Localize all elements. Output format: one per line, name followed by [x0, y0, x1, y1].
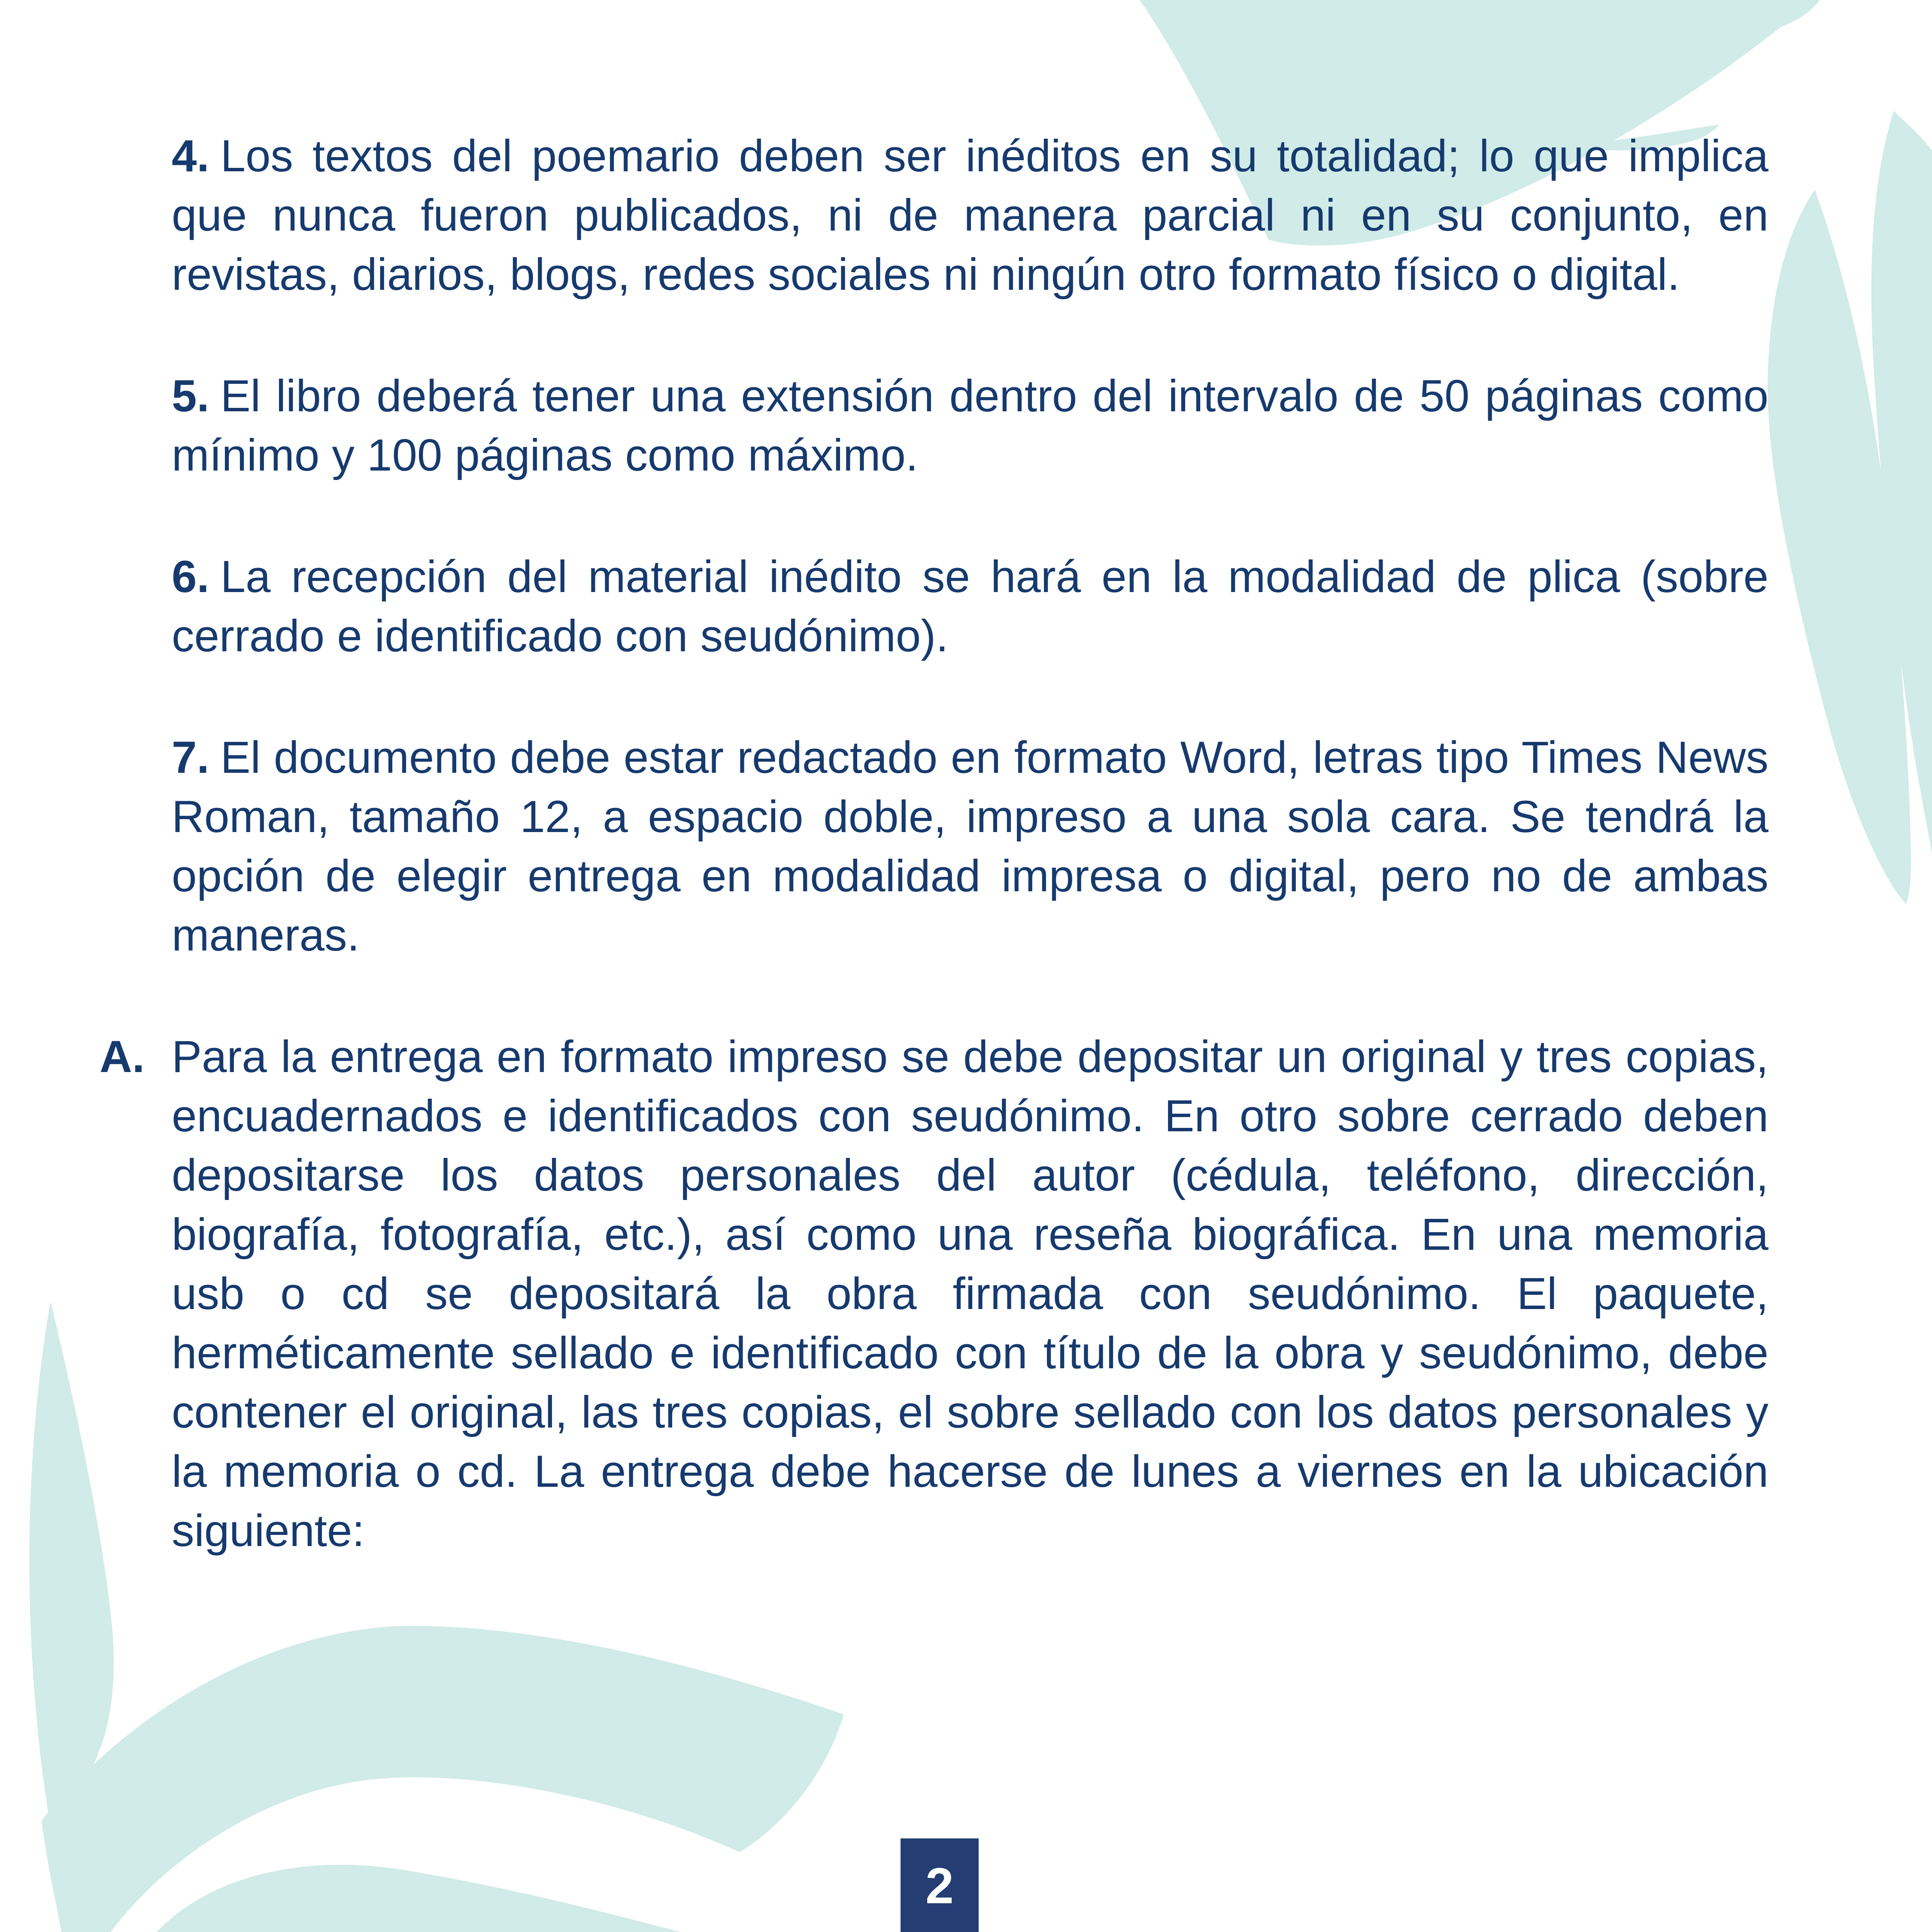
rule-number-5: 5.: [172, 371, 209, 421]
rule-text-6: La recepción del material inédito se hará en la modalidad de plica (sobre cerrado e identificado con seudónimo).: [172, 552, 1768, 661]
rule-text-4: Los textos del poemario deben ser inéditos en su totalidad; lo que implica que nunca fueron publicados, ni de manera parcial ni en su conjunto, en revistas, diarios, blogs, redes sociales ni ningún otro formato físico o digital.: [172, 131, 1768, 300]
page-number: 2: [925, 1858, 954, 1914]
rule-text-5: El libro deberá tener una extensión dentro del intervalo de 50 páginas como mínimo y 100 páginas como máximo.: [172, 371, 1768, 480]
rule-item-5: [172, 367, 1768, 485]
page-number-badge: [901, 1838, 979, 1932]
rule-item-7: [172, 728, 1768, 965]
rule-text-7: El documento debe estar redactado en formato Word, letras tipo Times News Roman, tamaño 12, a espacio doble, impreso a una sola cara. Se tendrá la opción de elegir entrega en modalidad impresa o digital, pero no de ambas maneras.: [172, 732, 1768, 960]
rule-item-4: [172, 127, 1768, 304]
rule-subitem-a-text: Para la entrega en formato impreso se debe depositar un original y tres copias, encuadernados e identificados con seudónimo. En otro sobre cerrado deben depositarse los datos personales del autor (cédula, teléfono, dirección, biografía, fotografía, etc.), así como una reseña biográfica. En una memoria usb o cd se depositará la obra firmada con seudónimo. El paquete, herméticamente sellado e identificado con título de la obra y seudónimo, debe contener el original, las tres copias, el sobre sellado con los datos personales y la memoria o cd. La entrega debe hacerse de lunes a viernes en la ubicación siguiente:: [172, 1032, 1768, 1556]
leaf-wave-lower-bottom-left: [157, 1865, 680, 1932]
rule-number-6: 6.: [172, 552, 209, 602]
rule-subitem-a-label: A.: [100, 1032, 145, 1082]
rule-subitem-a: [100, 1027, 1768, 1561]
rule-number-7: 7.: [172, 732, 209, 783]
rule-number-4: 4.: [172, 131, 209, 181]
rule-item-6: [172, 547, 1768, 666]
